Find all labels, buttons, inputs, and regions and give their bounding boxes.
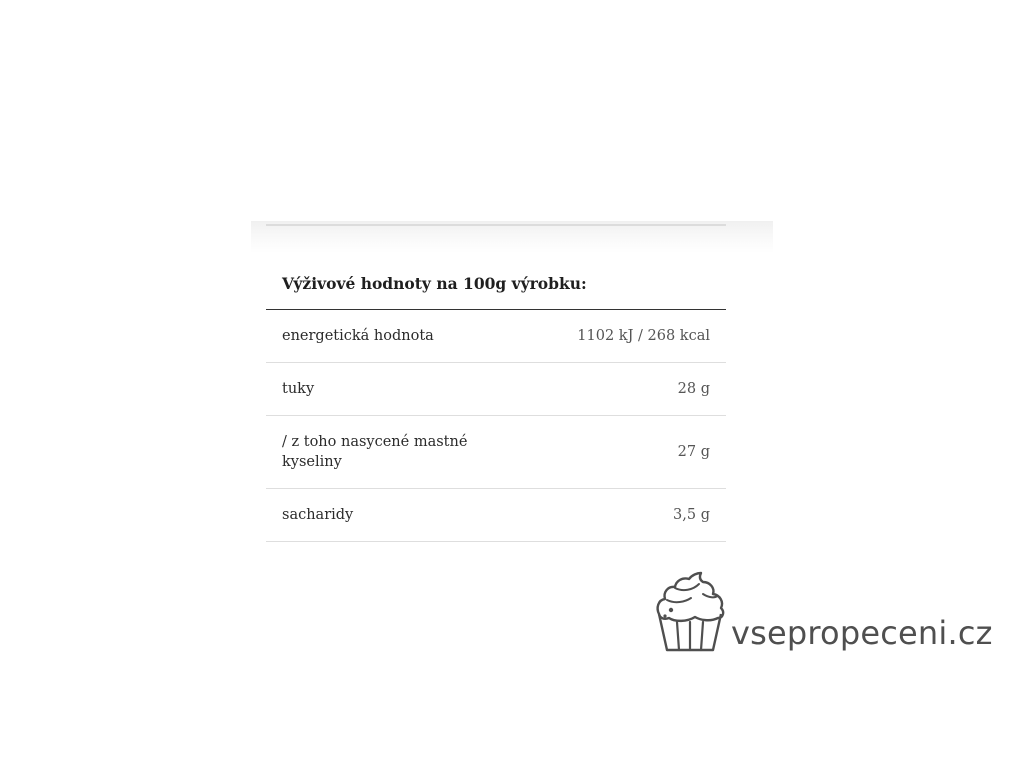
row-label: sacharidy <box>282 507 354 523</box>
cupcake-icon <box>655 570 727 656</box>
row-value: 1102 kJ / 268 kcal <box>577 328 710 344</box>
row-value: 3,5 g <box>673 507 710 523</box>
row-label: energetická hodnota <box>282 328 434 344</box>
table-row <box>266 416 726 489</box>
logo-text: vsepropeceni.cz <box>731 614 993 652</box>
nutrition-title: Výživové hodnoty na 100g výrobku: <box>266 258 726 310</box>
logo[interactable] <box>655 570 995 660</box>
row-value: 28 g <box>677 381 710 397</box>
table-row <box>266 310 726 363</box>
row-label: tuky <box>282 381 315 397</box>
row-value: 27 g <box>677 444 710 460</box>
divider <box>266 224 726 226</box>
nutrition-table <box>266 258 726 542</box>
table-row <box>266 363 726 416</box>
row-label: / z toho nasycené mastné kyseliny <box>282 434 468 470</box>
table-row <box>266 489 726 542</box>
